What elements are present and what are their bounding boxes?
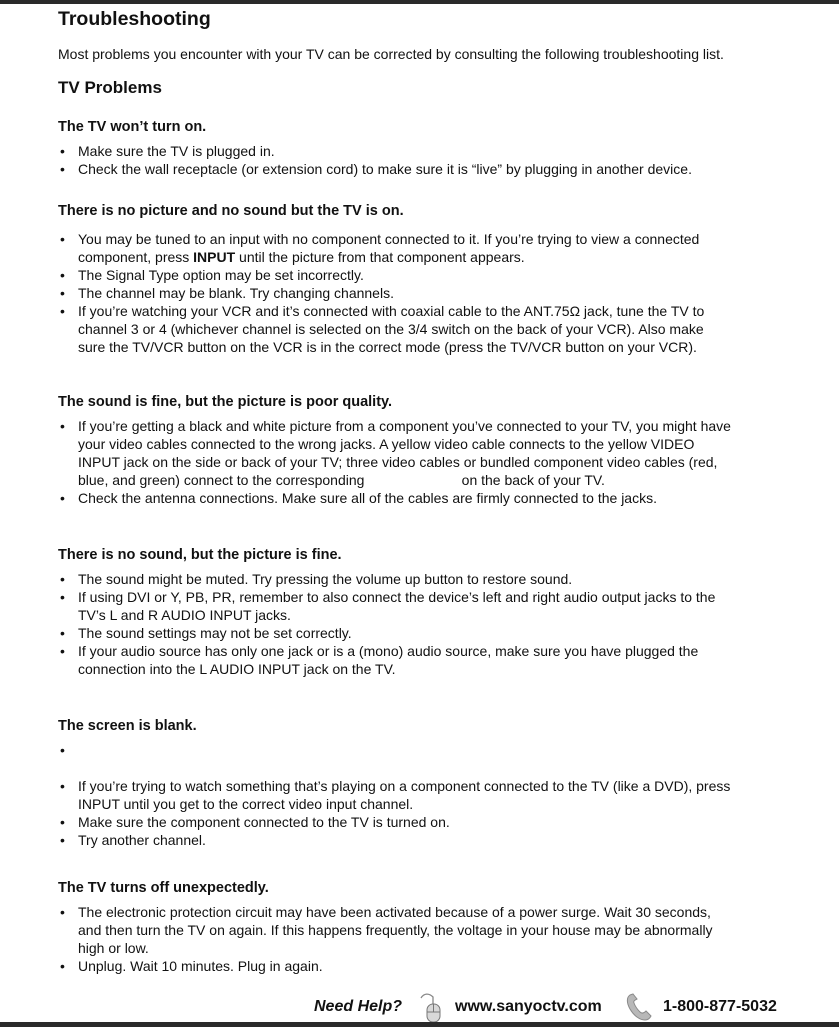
problem-list bbox=[58, 570, 793, 678]
list-item: • If your audio source has only one jack or is a (mono) audio source, make sure you have plugged the connection into the L AUDIO INPUT jack on the TV. bbox=[58, 642, 793, 678]
list-item: • The electronic protection circuit may have been activated because of a power surge. Wait 30 seconds, and then turn the TV on again. If this happens frequently, the voltage in your house may be abnormally high or low. bbox=[58, 903, 793, 957]
top-rule bbox=[0, 0, 839, 4]
list-item: • The sound might be muted. Try pressing the volume up button to restore sound. bbox=[58, 570, 793, 588]
list-item: • You may be tuned to an input with no component connected to it. If you’re trying to view a connected component, press INPUT until the picture from that component appears. bbox=[58, 230, 793, 266]
problem-list bbox=[58, 417, 793, 507]
section-heading: TV Problems bbox=[58, 78, 162, 97]
list-item: • Unplug. Wait 10 minutes. Plug in again. bbox=[58, 957, 793, 975]
website-link[interactable]: www.sanyoctv.com bbox=[455, 998, 602, 1015]
list-item: • If using DVI or Y, PB, PR, remember to also connect the device’s left and right audio output jacks to the TV’s L and R AUDIO INPUT jacks. bbox=[58, 588, 793, 624]
problem-list bbox=[58, 142, 793, 178]
help-footer bbox=[0, 992, 839, 1022]
list-item: • The channel may be blank. Try changing channels. bbox=[58, 284, 793, 302]
intro-paragraph: Most problems you encounter with your TV can be corrected by consulting the following troubleshooting list. bbox=[58, 46, 724, 62]
problem-heading: The TV turns off unexpectedly. bbox=[58, 880, 269, 896]
problem-heading: There is no picture and no sound but the TV is on. bbox=[58, 203, 404, 219]
list-item: • The sound settings may not be set correctly. bbox=[58, 624, 793, 642]
list-item: • Make sure the TV is plugged in. bbox=[58, 142, 793, 160]
support-phone-number: 1-800-877-5032 bbox=[663, 998, 777, 1015]
list-item: • If you’re getting a black and white picture from a component you’ve connected to your TV, you might have your video cables connected to the wrong jacks. A yellow video cable connects to the yellow VIDEO INPUT jack on the side or back of your TV; three video cables or bundled component video cables (red, blue, and green) connect to the corresponding on the back of your TV. bbox=[58, 417, 793, 489]
problem-list bbox=[58, 903, 793, 975]
list-item: • Check the wall receptacle (or extension cord) to make sure it is “live” by plugging in another device. bbox=[58, 160, 793, 178]
problem-list bbox=[58, 741, 793, 849]
list-item: • If you’re trying to watch something that’s playing on a component connected to the TV (like a DVD), press INPUT until you get to the correct video input channel. bbox=[58, 777, 793, 813]
list-item: • Try another channel. bbox=[58, 831, 793, 849]
list-item: • Make sure the component connected to the TV is turned on. bbox=[58, 813, 793, 831]
list-item: • The Signal Type option may be set incorrectly. bbox=[58, 266, 793, 284]
problem-list bbox=[58, 230, 793, 356]
list-item: • Check the antenna connections. Make sure all of the cables are firmly connected to the jacks. bbox=[58, 489, 793, 507]
problem-heading: The TV won’t turn on. bbox=[58, 119, 207, 135]
list-item: • If you’re watching your VCR and it’s connected with coaxial cable to the ANT.75Ω jack, tune the TV to channel 3 or 4 (whichever channel is selected on the 3/4 switch on the back of your VCR). Also make sure the TV/VCR button on the VCR is in the correct mode (press the TV/VCR button on your VCR). bbox=[58, 302, 793, 356]
bottom-rule bbox=[0, 1022, 839, 1027]
need-help-label: Need Help? bbox=[314, 998, 403, 1015]
problem-heading: The screen is blank. bbox=[58, 718, 197, 734]
list-item bbox=[58, 741, 793, 777]
problem-heading: There is no sound, but the picture is fine. bbox=[58, 547, 342, 563]
page-title: Troubleshooting bbox=[58, 8, 211, 30]
problem-heading: The sound is fine, but the picture is poor quality. bbox=[58, 394, 393, 410]
